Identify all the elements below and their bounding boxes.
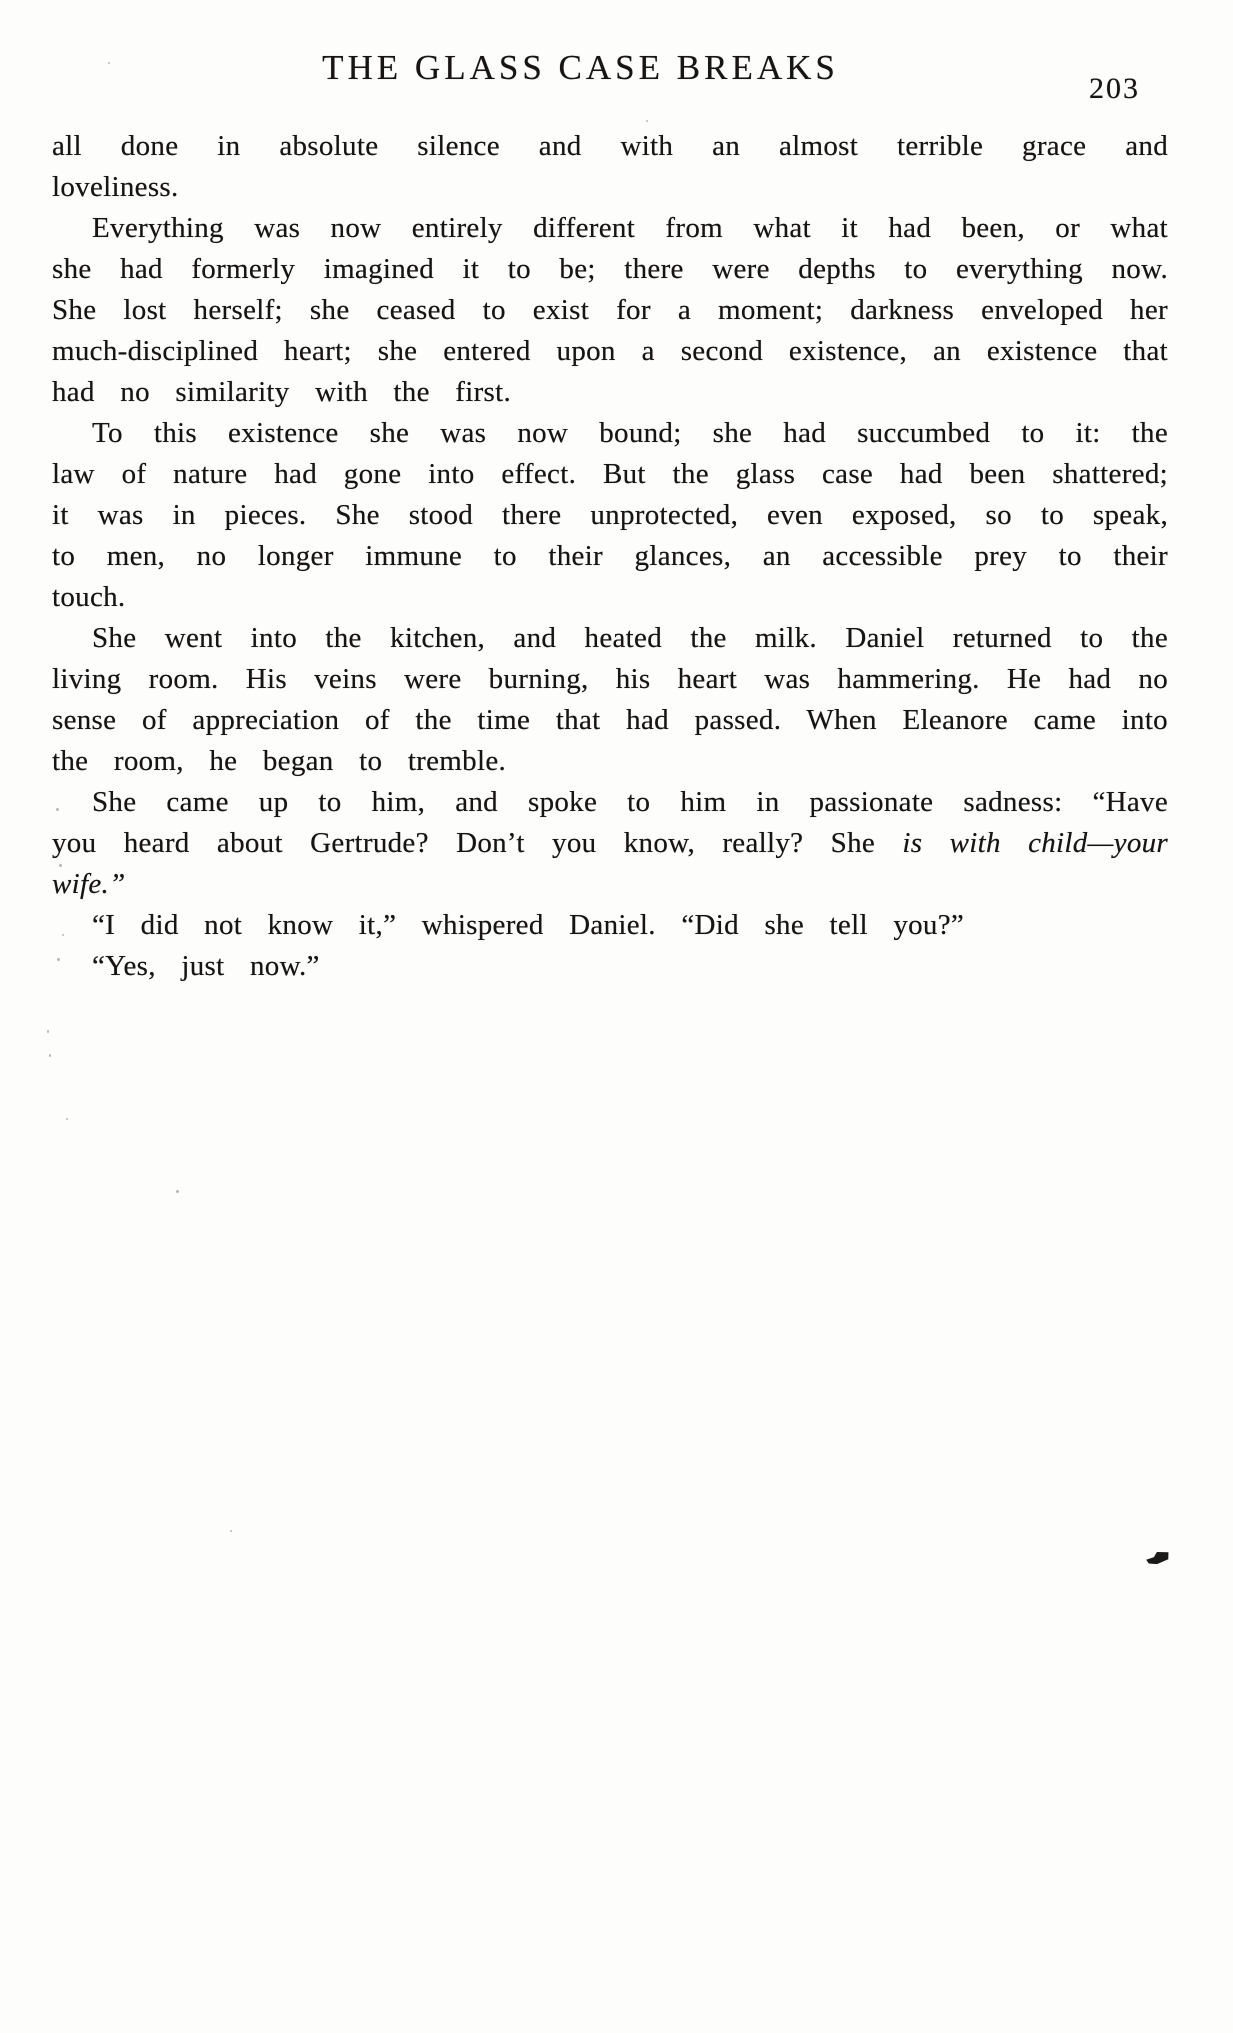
paragraph-segment: She went into the kitchen, and heated the milk. Daniel returned to the living room. His veins were burning, his heart was hammering. He had no sense of appreciation of the time that had passed. When Eleanore came into the room, he began to tremble. — [52, 622, 1168, 777]
page-header — [52, 48, 1167, 126]
paragraph — [52, 208, 1168, 413]
ink-speck — [47, 1030, 49, 1033]
paragraph-segment: “I did not know it,” whispered Daniel. “Did she tell you?” — [92, 909, 965, 941]
ink-speck — [59, 864, 62, 867]
ink-speck — [49, 1054, 51, 1057]
ink-speck — [230, 1530, 232, 1532]
text-block — [52, 126, 1168, 987]
paragraph — [52, 618, 1168, 782]
paragraph-segment: is with child—your wife.” — [52, 827, 1169, 900]
page-number: 203 — [1089, 72, 1140, 105]
paragraph — [52, 782, 1168, 905]
paragraph — [52, 413, 1168, 618]
ink-speck — [646, 120, 648, 122]
paragraph-segment: “Yes, just now.” — [92, 950, 320, 982]
ink-speck — [176, 1190, 179, 1193]
ink-speck — [56, 808, 59, 811]
ink-speck — [66, 1118, 68, 1120]
ink-smudge — [1145, 1551, 1169, 1565]
paragraph — [52, 905, 1168, 946]
paragraph — [52, 946, 1168, 987]
paragraph-segment: Everything was now entirely different from what it had been, or what she had formerly imagined it to be; there were depths to everything now. She lost herself; she ceased to exist for a moment; darkness enveloped her much-disciplined heart; she entered upon a second existence, an existence that had no similarity with the first. — [52, 212, 1168, 408]
paragraph-segment: To this existence she was now bound; she had succumbed to it: the law of nature had gone into effect. But the glass case had been shattered; it was in pieces. She stood there unprotected, even exposed, so to speak, to men, no longer immune to their glances, an accessible prey to their touch. — [52, 417, 1168, 613]
paragraph — [52, 126, 1168, 208]
ink-speck — [62, 934, 64, 936]
ink-speck — [108, 62, 110, 64]
ink-speck — [57, 958, 60, 961]
paragraph-segment: all done in absolute silence and with an almost terrible grace and loveliness. — [52, 130, 1168, 203]
paragraph-segment: She came up to him, and spoke to him in passionate sadness: “Have you heard about Gertrude? Don’t you know, really? She — [52, 786, 1168, 859]
running-title: THE GLASS CASE BREAKS — [322, 48, 839, 87]
